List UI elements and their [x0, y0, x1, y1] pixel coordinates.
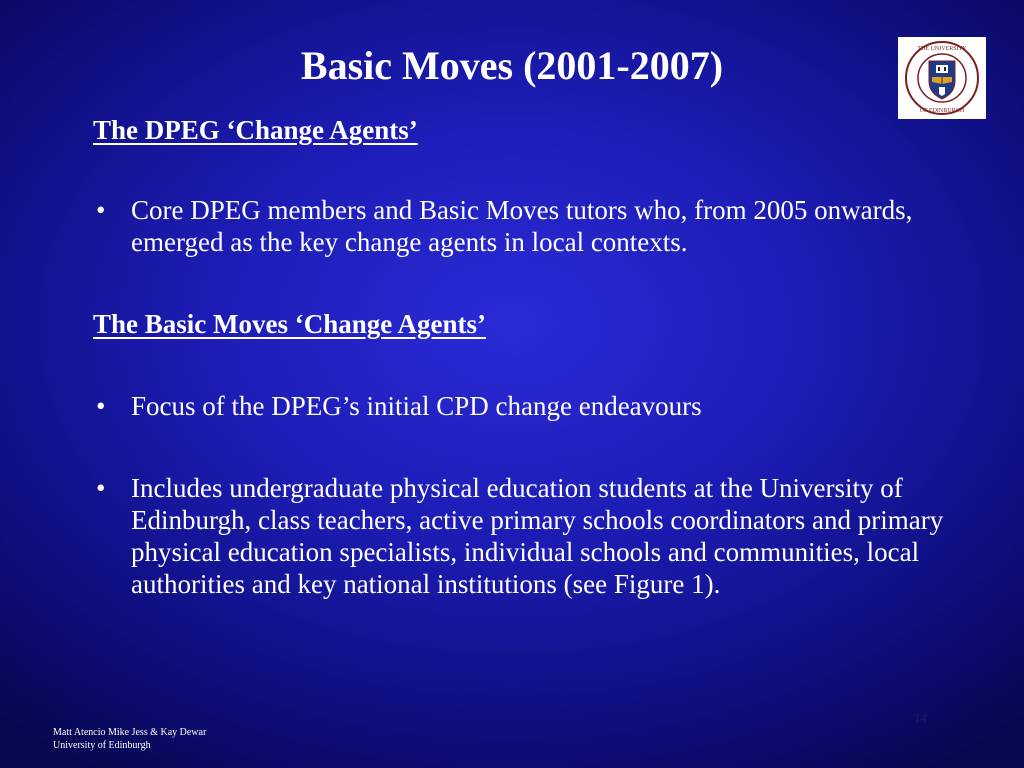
- bullet-text: Includes undergraduate physical education students at the University of Edinburgh, class teachers, active primary schools coordinators and primary physical education specialists, individual schools and communities, local authorities and key national institutions (see Figure 1).: [131, 473, 944, 599]
- slide-content: [93, 114, 1003, 600]
- university-logo: [898, 37, 986, 119]
- bullet-core-dpeg-members: [93, 194, 1003, 258]
- svg-text:OF EDINBURGH: OF EDINBURGH: [919, 108, 965, 114]
- section-heading-dpeg: The DPEG ‘Change Agents’: [93, 115, 418, 145]
- bullet-text: Core DPEG members and Basic Moves tutors who, from 2005 onwards, emerged as the key change agents in local contexts.: [131, 195, 913, 257]
- bullet-text: Focus of the DPEG’s initial CPD change endeavours: [131, 391, 702, 421]
- university-of-edinburgh-crest-icon: [898, 37, 986, 119]
- bullet-symbol: •: [96, 391, 106, 421]
- section-heading-basic-moves: The Basic Moves ‘Change Agents’: [93, 309, 486, 339]
- bullet-includes-students: [93, 472, 1003, 600]
- bullet-focus-cpd: [93, 390, 1003, 422]
- bullet-symbol: •: [96, 473, 106, 503]
- footer-institution: University of Edinburgh: [53, 740, 151, 751]
- footer-authors: Matt Atencio Mike Jess & Kay Dewar: [53, 727, 207, 738]
- svg-text:THE UNIVERSITY: THE UNIVERSITY: [917, 46, 967, 52]
- slide-title: Basic Moves (2001-2007): [300, 43, 724, 88]
- bullet-symbol: •: [96, 195, 106, 225]
- footer: [53, 726, 206, 752]
- page-number: 14: [914, 710, 927, 725]
